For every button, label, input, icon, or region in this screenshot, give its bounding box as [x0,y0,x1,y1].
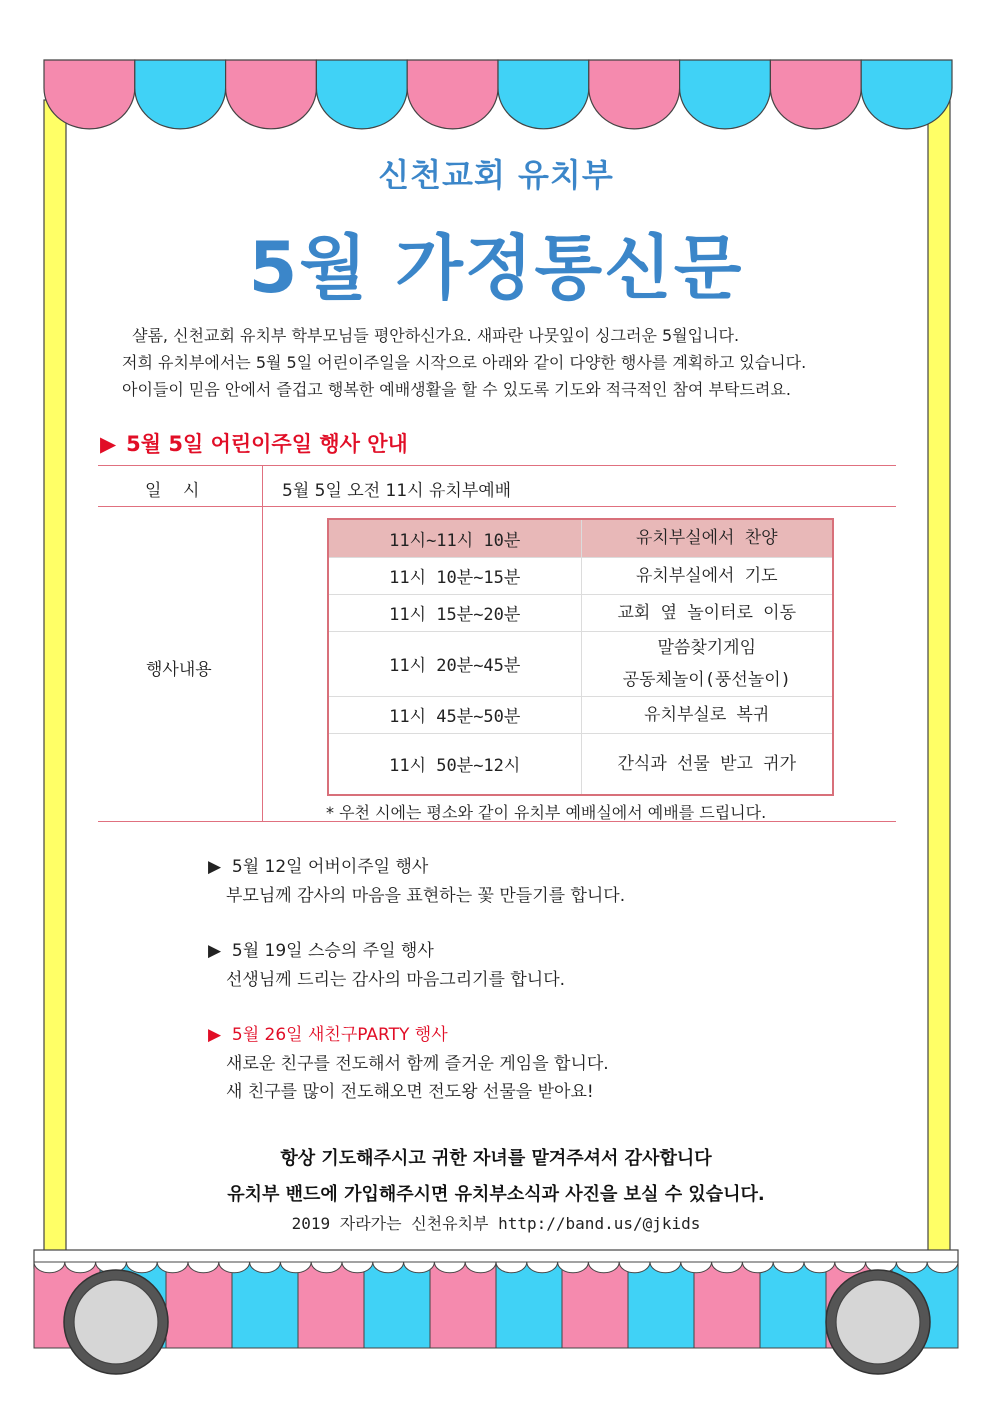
event-item [208,936,565,994]
event-title: 5월 26일 새친구PARTY 행사 [231,1025,448,1045]
schedule-time: 11시 45분~50분 [328,696,581,733]
church-subtitle: 신천교회 유치부 [378,156,614,194]
newsletter-title: 5월 가정통신문 [248,227,744,309]
table-column-divider [262,466,263,822]
table-row [328,733,833,795]
event-item [208,1020,609,1106]
table-row-rule [98,506,896,507]
schedule-time: 11시~11시 10분 [328,519,581,557]
schedule-activity: 유치부실로 복귀 [581,696,833,733]
arrow-icon: ▶ [208,857,222,877]
rain-note: * 우천 시에는 평소와 같이 유치부 예배실에서 예배를 드립니다. [326,803,767,822]
date-label: 일 시 [145,481,200,501]
event-desc: 부모님께 감사의 마음을 표현하는 꽃 만들기를 합니다. [226,886,626,906]
event-desc: 새 친구를 많이 전도해오면 전도왕 선물을 받아요! [226,1082,594,1102]
schedule-time: 11시 10분~15분 [328,557,581,594]
schedule-time: 11시 20분~45분 [328,631,581,696]
section-heading [100,428,408,458]
signature-line: 2019 자라가는 신천유치부 http://band.us/@jkids [291,1214,701,1233]
intro-line: 아이들이 믿음 안에서 즐겁고 행복한 예배생활을 할 수 있도록 기도와 적극적인 참여 부탁드려요. [122,380,791,399]
content-label: 행사내용 [146,660,212,680]
intro-line: 샬롬, 신천교회 유치부 학부모님들 평안하신가요. 새파란 나뭇잎이 싱그러운 5월입니다. [132,326,740,345]
section-heading-text: 5월 5일 어린이주일 행사 안내 [126,432,408,456]
table-row [328,631,833,696]
event-title: 5월 19일 스승의 주일 행사 [231,941,434,961]
table-row [328,696,833,733]
event-desc: 새로운 친구를 전도해서 함께 즐거운 게임을 합니다. [226,1054,609,1074]
arrow-icon: ▶ [100,432,117,456]
schedule-activity: 유치부실에서 기도 [581,557,833,594]
schedule-table [327,518,834,796]
intro-line: 저희 유치부에서는 5월 5일 어린이주일을 시작으로 아래와 같이 다양한 행사를 계획하고 있습니다. [122,353,807,372]
intro-paragraph [122,322,892,403]
schedule-activity: 유치부실에서 찬양 [581,519,833,557]
arrow-icon: ▶ [208,941,222,961]
table-row [328,594,833,631]
arrow-icon: ▶ [208,1025,222,1045]
closing-thanks: 항상 기도해주시고 귀한 자녀를 맡겨주셔서 감사합니다 [280,1148,712,1169]
schedule-activity: 말씀찾기게임 공동체놀이(풍선놀이) [581,631,833,696]
schedule-time: 11시 15분~20분 [328,594,581,631]
event-title: 5월 12일 어버이주일 행사 [231,857,429,877]
event-desc: 선생님께 드리는 감사의 마음그리기를 합니다. [226,970,566,990]
date-value: 5월 5일 오전 11시 유치부예배 [282,481,512,501]
schedule-activity: 간식과 선물 받고 귀가 [581,733,833,795]
schedule-time: 11시 50분~12시 [328,733,581,795]
table-row [328,557,833,594]
schedule-activity: 교회 옆 놀이터로 이동 [581,594,833,631]
table-row [328,519,833,557]
event-item [208,852,625,910]
table-top-rule [98,465,896,466]
closing-band-info: 유치부 밴드에 가입해주시면 유치부소식과 사진을 보실 수 있습니다. [227,1184,765,1205]
